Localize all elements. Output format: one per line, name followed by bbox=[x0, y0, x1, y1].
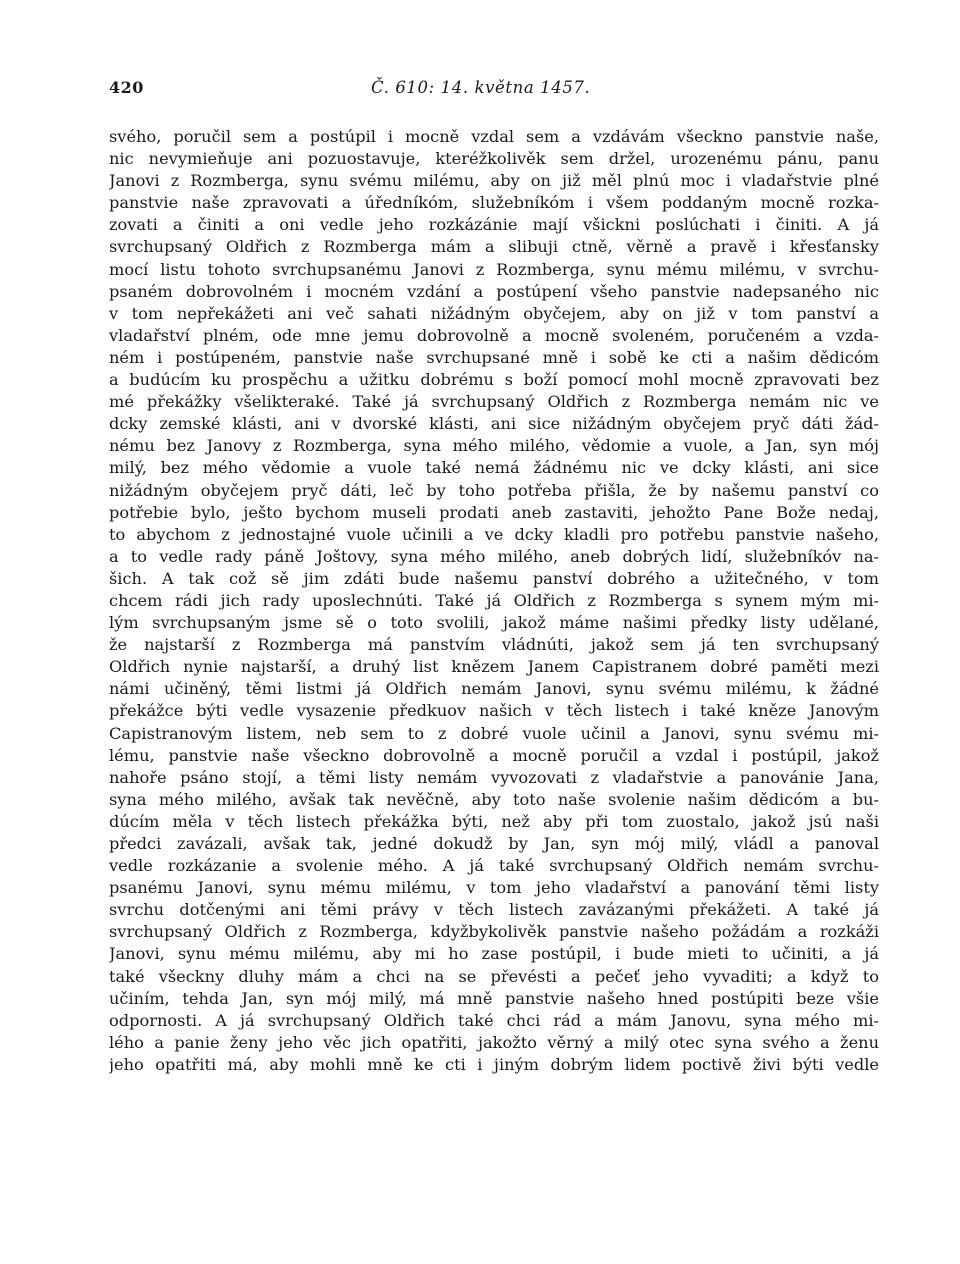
body-text bbox=[109, 126, 879, 1076]
text-line: nic nevymieňuje ani pozuostavuje, kteréžkolivěk sem držel, urozenému pánu, panu bbox=[109, 149, 879, 169]
text-line: lého a panie ženy jeho věc jich opatřiti, jakožto věrný a milý otec syna svého a ženu bbox=[109, 1032, 879, 1052]
text-line: předci zavázali, avšak tak, jedné dokudž by Jan, syn mój milý, vládl a panoval bbox=[109, 834, 879, 853]
text-line: Janovi, synu mému milému, aby mi ho zase postúpil, i bude mieti to učiniti, a já bbox=[109, 944, 879, 964]
text-line: ném i postúpeném, panstvie naše svrchupsané mně i sobě ke cti a našim dědicóm bbox=[109, 347, 879, 367]
text-line: mé překážky všelikteraké. Také já svrchupsaný Oldřich z Rozmberga nemám nic ve bbox=[109, 392, 879, 412]
text-line: odpornosti. A já svrchupsaný Oldřich také chci rád a mám Janovu, syna mého mi- bbox=[109, 1010, 879, 1030]
document-page bbox=[109, 72, 879, 1074]
text-line: milý, bez mého vědomie a vuole také nemá žádnému nic ve dcky klásti, ani sice bbox=[109, 458, 879, 478]
text-line: v tom nepřekážeti ani več sahati nižádným obyčejem, aby on již v tom panství a bbox=[109, 303, 879, 323]
page-header bbox=[109, 72, 879, 106]
text-line: Capistranovým listem, neb sem to z dobré vuole učinil a Janovi, synu svému mi- bbox=[109, 723, 879, 743]
text-line: svrchupsaný Oldřich z Rozmberga, kdyžbykolivěk panstvie našeho požádám a rozkáži bbox=[109, 922, 879, 942]
text-line: potřebie bylo, ješto bychom museli prodati aneb zastaviti, jehožto Pane Bože nedaj, bbox=[109, 502, 879, 522]
text-line: svrchupsaný Oldřich z Rozmberga mám a slibuji ctně, věrně a pravě i křesťansky bbox=[109, 237, 879, 257]
text-line: dcky zemské klásti, ani v dvorské klásti, ani sice nižádným obyčejem pryč dáti žád- bbox=[109, 414, 879, 434]
text-line: svého, poručil sem a postúpil i mocně vzdal sem a vzdávám všeckno panstvie naše, bbox=[109, 127, 879, 146]
text-line: učiním, tehda Jan, syn mój milý, má mně panstvie našeho hned postúpiti beze všie bbox=[109, 988, 879, 1008]
text-line: dúcím měla v těch listech překážka býti, než aby při tom zuostalo, jakož jsú naši bbox=[109, 811, 879, 831]
text-line: psanému Janovi, synu mému milému, v tom jeho vladařství a panování těmi listy bbox=[109, 878, 879, 898]
text-line: psaném dobrovolném i mocném vzdání a postúpení všeho panstvie nadepsaného nic bbox=[109, 281, 879, 301]
text-line: nahoře psáno stojí, a těmi listy nemám vyvozovati z vladařstvie a panovánie Jana, bbox=[109, 767, 879, 787]
text-line: nižádným obyčejem pryč dáti, leč by toho potřeba přišla, že by našemu panství co bbox=[109, 480, 879, 500]
text-line: Janovi z Rozmberga, synu svému milému, aby on již měl plnú moc i vladařstvie plné bbox=[109, 171, 879, 191]
text-line: zovati a činiti a oni vedle jeho rozkázánie mají všickni poslúchati i činiti. A já bbox=[109, 215, 879, 235]
text-line: mocí listu tohoto svrchupsanému Janovi z Rozmberga, synu mému milému, v svrchu- bbox=[109, 259, 879, 279]
page-number: 420 bbox=[109, 78, 144, 97]
text-line: panstvie naše zpravovati a úředníkóm, služebníkóm i všem poddaným mocně rozka- bbox=[109, 193, 879, 213]
text-line: námi učiněný, těmi listmi já Oldřich nemám Janovi, synu svému milému, k žádné bbox=[109, 679, 879, 699]
text-line: že najstarší z Rozmberga má panstvím vládnúti, jakož sem já ten svrchupsaný bbox=[109, 635, 879, 655]
text-line: vladařství plném, ode mne jemu dobrovolně a mocně svoleném, poručeném a vzda- bbox=[109, 325, 879, 345]
text-line: nému bez Janovy z Rozmberga, syna mého milého, vědomie a vuole, a Jan, syn mój bbox=[109, 436, 879, 456]
text-line: překážce býti vedle vysazenie předkuov našich v těch listech i také kněze Janovým bbox=[109, 701, 879, 721]
text-line: také všeckny dluhy mám a chci na se převésti a pečeť jeho vyvaditi; a když to bbox=[109, 966, 879, 986]
text-line: lým svrchupsaným jsme sě o toto svolili, jakož máme našimi předky listy udělané, bbox=[109, 613, 879, 633]
text-line: a budúcím ku prospěchu a užitku dobrému s boží pomocí mohl mocně zpravovati bez bbox=[109, 370, 879, 390]
text-line: chcem rádi jich rady uposlechnúti. Také já Oldřich z Rozmberga s synem mým mi- bbox=[109, 590, 879, 610]
text-line: Oldřich nynie najstarší, a druhý list knězem Janem Capistranem dobré paměti mezi bbox=[109, 657, 879, 677]
text-line: syna mého milého, avšak tak nevěčně, aby toto naše svolenie našim dědicóm a bu- bbox=[109, 789, 879, 809]
running-head: Č. 610: 14. května 1457. bbox=[371, 78, 591, 97]
text-line: to abychom z jednostajné vuole učinili a ve dcky kladli pro potřebu panstvie našeho, bbox=[109, 524, 879, 544]
text-line: svrchu dotčenými ani těmi právy v těch listech zavázanými překážeti. A také já bbox=[109, 900, 879, 920]
text-line: jeho opatřiti má, aby mohli mně ke cti i jiným dobrým lidem poctivě živi býti vedle bbox=[109, 1054, 879, 1074]
text-line: vedle rozkázanie a svolenie mého. A já také svrchupsaný Oldřich nemám svrchu- bbox=[109, 856, 879, 876]
text-line: lému, panstvie naše všeckno dobrovolně a mocně poručil a vzdal i postúpil, jakož bbox=[109, 745, 879, 765]
text-line: šich. A tak což sě jim zdáti bude našemu panství dobrého a užitečného, v tom bbox=[109, 568, 879, 588]
text-line: a to vedle rady páně Joštovy, syna mého milého, aneb dobrých lidí, služebníkóv na- bbox=[109, 546, 879, 566]
